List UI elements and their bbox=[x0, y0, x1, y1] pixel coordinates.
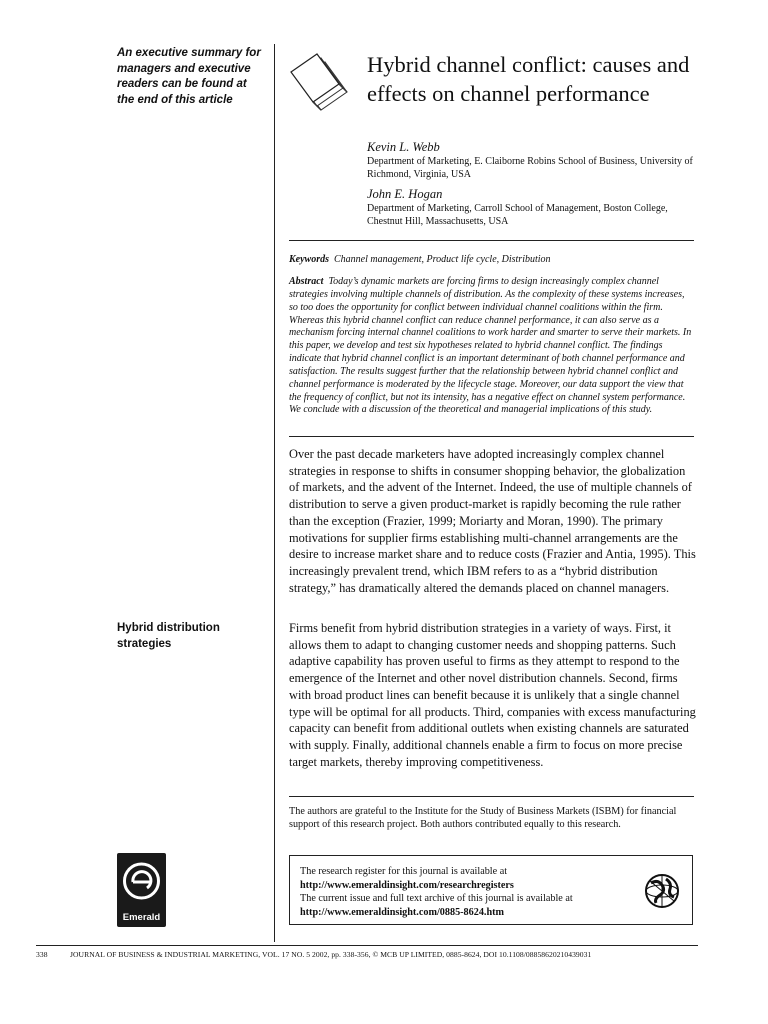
author-name: John E. Hogan bbox=[367, 187, 443, 201]
globe-icon bbox=[644, 873, 680, 909]
body-paragraph: Firms benefit from hybrid distribution strategies in a variety of ways. First, it allows them to adapt to changing customer needs and shopping patterns. Such adaptive capability has proven useful to firms as they attempt to respond to the emergence of the Internet and other novel distribution channels. Second, firms with broad product lines can benefit because it is unlikely that a single channel type will be optimal for all products. Third, companies with excess manufacturing capacity can benefit from additional outlets when existing channels are saturated with supply. Finally, additional channels enable a firm to focus on more precise target markets, thereby improving competitiveness. bbox=[289, 621, 696, 769]
body-divider bbox=[289, 796, 694, 797]
executive-summary-note: An executive summary for managers and executive readers can be found at the end of this article bbox=[117, 47, 261, 106]
author-block bbox=[367, 140, 697, 228]
column-divider bbox=[274, 44, 275, 942]
article-title: Hybrid channel conflict: causes and effects on channel performance bbox=[367, 52, 690, 106]
abstract-divider bbox=[289, 436, 694, 437]
keywords-text: Channel management, Product life cycle, Distribution bbox=[334, 254, 551, 265]
research-register-box bbox=[289, 855, 693, 925]
archive-link[interactable]: http://www.emeraldinsight.com/0885-8624.htm bbox=[300, 906, 505, 918]
keywords-label: Keywords bbox=[289, 254, 329, 265]
emerald-logo-wordmark: Emerald bbox=[122, 912, 161, 923]
register-link[interactable]: http://www.emeraldinsight.com/researchregisters bbox=[300, 879, 514, 891]
author-name: Kevin L. Webb bbox=[367, 140, 440, 154]
journal-footer bbox=[36, 950, 736, 960]
section-heading-hybrid-distribution: Hybrid distribution strategies bbox=[117, 622, 220, 650]
abstract-label: Abstract bbox=[289, 276, 324, 287]
header-divider bbox=[289, 240, 694, 241]
emerald-logo bbox=[117, 853, 166, 927]
keywords bbox=[289, 253, 694, 266]
acknowledgement: The authors are grateful to the Institute for the Study of Business Markets (ISBM) for financial support of this research project. Both authors contributed equally to this research. bbox=[289, 806, 677, 831]
document-pages-icon bbox=[289, 50, 357, 120]
author-affiliation: Department of Marketing, E. Claiborne Robins School of Business, University of Richmond, Virginia, USA bbox=[367, 156, 693, 180]
emerald-logo-icon bbox=[117, 855, 166, 911]
page-number: 338 bbox=[36, 950, 48, 959]
abstract-text: Today’s dynamic markets are forcing firms to design increasingly complex channel strategies involving multiple channels of distribution. As the complexity of these systems increases, so too does the opportunity for conflict between individual channel coalitions within the firm. Whereas this hybrid channel conflict can reduce channel performance, it can also serve as a mechanism forcing internal channel coalitions to work harder and smarter to serve their markets. In this paper, we develop and test six hypotheses related to hybrid channel conflict. The findings indicate that hybrid channel conflict is an important determinant of both channel performance and satisfaction. The results suggest further that the relationship between hybrid channel conflict and channel performance is moderated by the lifecycle stage. Moreover, our data support the view that the frequency of conflict, but not its intensity, has a negative effect on channel system performance. We conclude with a discussion of the theoretical and managerial implications of this study. bbox=[289, 276, 692, 416]
body-paragraph: Over the past decade marketers have adopted increasingly complex channel strategies in response to shifts in consumer shopping behavior, the globalization of markets, and the advent of the Internet. Indeed, the use of multiple channels of distribution to serve a given product-market is rapidly becoming the rule rather than the exception (Frazier, 1999; Moriarty and Moran, 1990). The primary motivations for supplier firms establishing multi-channel arrangements are the desire to increase market share and to reduce costs (Frazier and Antia, 1995). This increasingly prevalent trend, which IBM refers to as a “hybrid distribution strategy,” has dramatically altered the demands placed on channel managers. bbox=[289, 447, 696, 595]
author-affiliation: Department of Marketing, Carroll School of Management, Boston College, Chestnut Hill, Massachusetts, USA bbox=[367, 203, 668, 227]
abstract bbox=[289, 276, 695, 417]
archive-text: The current issue and full text archive of this journal is available at bbox=[300, 893, 573, 905]
register-text: The research register for this journal is available at bbox=[300, 866, 508, 877]
footer-divider bbox=[36, 945, 698, 946]
journal-citation: JOURNAL OF BUSINESS & INDUSTRIAL MARKETING, VOL. 17 NO. 5 2002, pp. 338-356, © MCB UP LIMITED, 0885-8624, DOI 10.1108/08858620210439031 bbox=[70, 950, 592, 959]
